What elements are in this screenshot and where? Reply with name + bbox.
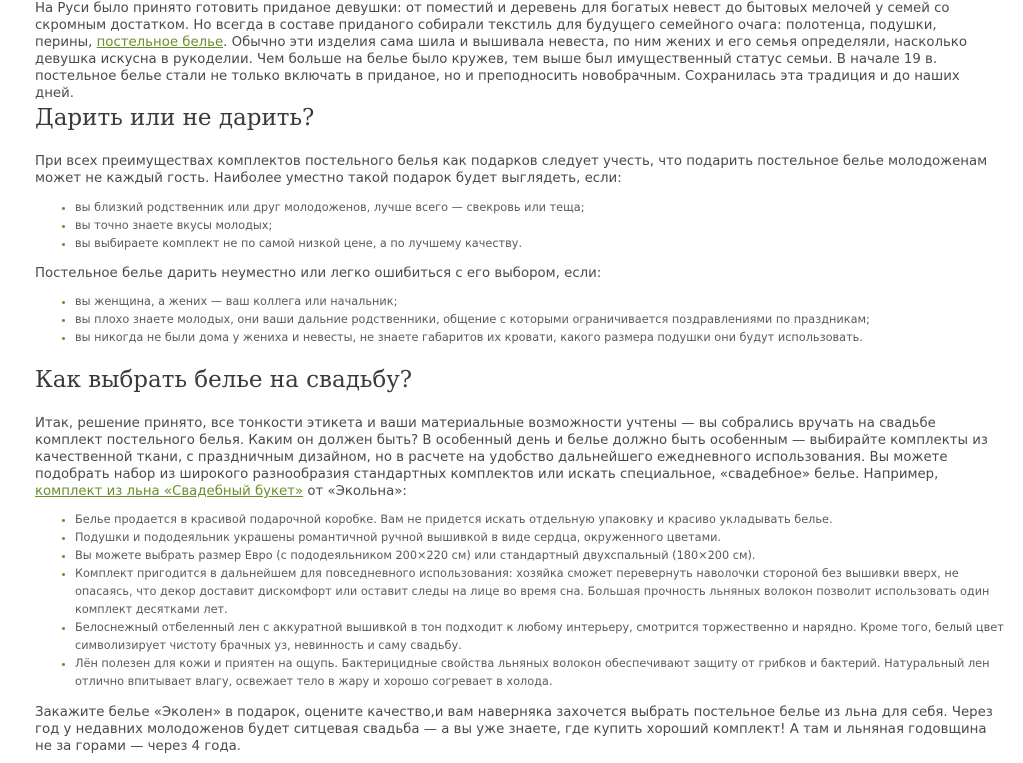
- intro-text-1: На Руси было принято готовить приданое девушки: от поместий и деревень для богатых невест до бытовых мелочей у семей со скромным достатком. Но всегда в составе приданого собирали текстиль для будущего семейного очага: полотенца, подушки, перины,: [35, 1, 950, 50]
- list-inappropriate: [60, 293, 1010, 347]
- list-item: • вы выбираете комплект не по самой низкой цене, а по лучшему качеству.: [75, 235, 1010, 253]
- list-item: • вы точно знаете вкусы молодых;: [75, 217, 1010, 235]
- list-item: • Лён полезен для кожи и приятен на ощупь. Бактерицидные свойства льняных волокон обеспечивают защиту от грибков и бактерий. Натуральный лен отлично впитывает влагу, освежает тело в жару и хорошо согревает в холода.: [75, 655, 1010, 691]
- list-item: • вы женщина, а жених — ваш коллега или начальник;: [75, 293, 1010, 311]
- section-heading-choose: Как выбрать белье на свадьбу?: [35, 367, 413, 393]
- bedding-link[interactable]: постельное белье: [96, 35, 224, 50]
- closing-paragraph: Закажите белье «Эколен» в подарок, оцените качество,и вам наверняка захочется выбрать постельное белье из льна для себя. Через год у недавних молодоженов будет ситцевая свадьба — а вы уже знаете, где купить хороший комплект! А там и льняная годовщина не за горами — через 4 года.: [35, 705, 993, 754]
- section2-text-1: Итак, решение принято, все тонкости этикета и ваши материальные возможности учтены — вы собрались вручать на свадьбе комплект постельного белья. Каким он должен быть? В особенный день и белье должно быть особенным — выбирайте комплекты из качественной ткани, с праздничным дизайном, но в расчете на удобство дальнейшего ежедневного использования. Вы можете подобрать набор из широкого разнообразия стандартных комплектов или искать специальное, «свадебное» белье. Например,: [35, 416, 988, 482]
- wedding-set-link[interactable]: комплект из льна «Свадебный букет»: [35, 484, 304, 499]
- section2-paragraph: [35, 415, 995, 500]
- list-item: • вы плохо знаете молодых, они ваши дальние родственники, общение с которыми ограничивается поздравлениями по праздникам;: [75, 311, 1010, 329]
- list-item: • Белоснежный отбеленный лен с аккуратной вышивкой в тон подходит к любому интерьеру, смотрится торжественно и нарядно. Кроме того, белый цвет символизирует чистоту брачных уз, невинность и саму свадьбу.: [75, 619, 1010, 655]
- list-item: • Подушки и пододеяльник украшены романтичной ручной вышивкой в виде сердца, окруженного цветами.: [75, 529, 1010, 547]
- list-item: • Вы можете выбрать размер Евро (с пододеяльником 200×220 см) или стандартный двухспальный (180×200 см).: [75, 547, 1010, 565]
- section-heading-gift: Дарить или не дарить?: [35, 105, 315, 131]
- intro-paragraph: [35, 0, 995, 102]
- list-appropriate: [60, 199, 1010, 253]
- section1-paragraph-1: При всех преимуществах комплектов постельного белья как подарков следует учесть, что подарить постельное белье молодоженам может не каждый гость. Наиболее уместно такой подарок будет выглядеть, если:: [35, 154, 988, 186]
- list-set-features: [60, 511, 1010, 691]
- section2-text-2: от «Экольна»:: [303, 484, 407, 499]
- section1-paragraph-2: Постельное белье дарить неуместно или легко ошибиться с его выбором, если:: [35, 266, 602, 281]
- list-item: • вы никогда не были дома у жениха и невесты, не знаете габаритов их кровати, какого размера подушки они будут использовать.: [75, 329, 1010, 347]
- list-item: • Белье продается в красивой подарочной коробке. Вам не придется искать отдельную упаковку и красиво укладывать белье.: [75, 511, 1010, 529]
- intro-text-2: . Обычно эти изделия сама шила и вышивала невеста, по ним жених и его семья определяли, насколько девушка искусна в рукоделии. Чем больше на белье было кружев, тем выше был имущественный статус семьи. В начале 19 в. постельное белье стали не только включать в приданое, но и преподносить новобрачным. Сохранилась эта традиция и до наших дней.: [35, 35, 967, 101]
- list-item: • вы близкий родственник или друг молодоженов, лучше всего — свекровь или теща;: [75, 199, 1010, 217]
- list-item: • Комплект пригодится в дальнейшем для повседневного использования: хозяйка сможет перевернуть наволочки стороной без вышивки вверх, не опасаясь, что декор доставит дискомфорт или оставит следы на лице во время сна. Большая прочность льняных волокон позволит использовать один комплект десятками лет.: [75, 565, 1010, 619]
